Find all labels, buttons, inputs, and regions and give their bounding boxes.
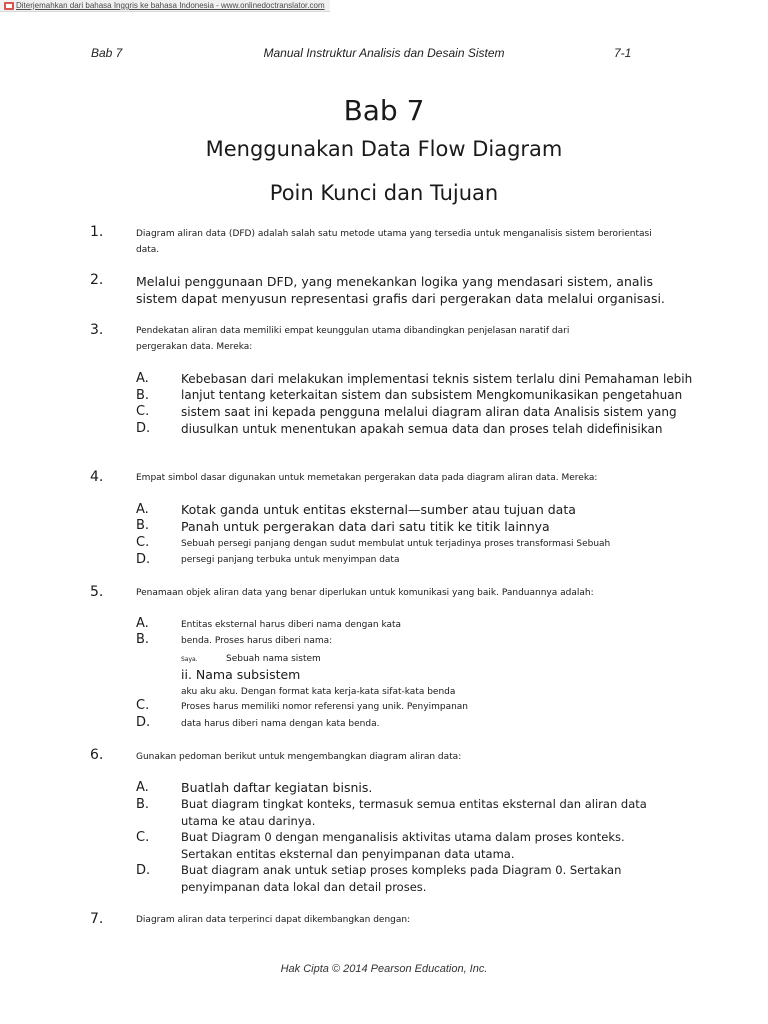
section-heading: Poin Kunci dan Tujuan <box>269 181 499 205</box>
item-number: 3. <box>90 322 104 338</box>
item-number: 7. <box>90 911 104 927</box>
list-item: Buat diagram tingkat konteks, termasuk semua entitas eksternal dan aliran data utama ke atau darinya. <box>181 797 647 828</box>
list-item: Entitas eksternal harus diberi nama dengan kata <box>181 620 402 630</box>
list-letter: D. <box>136 863 151 878</box>
list-letter: A. <box>136 616 149 631</box>
list-item: Buatlah daftar kegiatan bisnis. <box>181 780 373 795</box>
list-letter: B. <box>136 632 150 647</box>
list-letter: D. <box>136 715 151 730</box>
item-text: Pendekatan aliran data memiliki empat keunggulan utama dibandingkan penjelasan naratif dari pergerakan data. Mereka: <box>136 326 570 352</box>
list-item: Sebuah persegi panjang dengan sudut membulat untuk terjadinya proses transformasi Sebuah <box>181 539 611 549</box>
sub-item-label: Saya. <box>181 656 198 663</box>
sub-item: aku aku aku. Dengan format kata kerja-kata sifat-kata benda <box>181 687 456 697</box>
item-number: 4. <box>90 469 104 485</box>
chapter-subtitle: Menggunakan Data Flow Diagram <box>205 137 563 161</box>
list-item: Kebebasan dari melakukan implementasi teknis sistem terlalu dini Pemahaman lebih <box>181 372 693 386</box>
list-item: Kotak ganda untuk entitas eksternal—sumber atau tujuan data <box>181 502 576 517</box>
sub-item: Sebuah nama sistem <box>226 654 321 664</box>
item-text: Diagram aliran data (DFD) adalah salah satu metode utama yang tersedia untuk menganalisis sistem berorientasi data. <box>136 229 652 255</box>
translator-link[interactable]: Diterjemahkan dari bahasa Inggris ke bahasa Indonesia - www.onlinedoctranslator.com <box>16 1 325 10</box>
item-number: 6. <box>90 747 104 763</box>
sub-item: ii. Nama subsistem <box>181 667 301 682</box>
list-letter: C. <box>136 698 150 713</box>
copyright-footer: Hak Cipta © 2014 Pearson Education, Inc. <box>280 963 488 975</box>
list-letter: C. <box>136 404 150 419</box>
item-text: Diagram aliran data terperinci dapat dikembangkan dengan: <box>136 915 411 925</box>
list-letter: C. <box>136 535 150 550</box>
item-text: Gunakan pedoman berikut untuk mengembangkan diagram aliran data: <box>136 752 462 762</box>
running-header-title: Manual Instruktur Analisis dan Desain Sistem <box>263 46 505 60</box>
running-header-page-number: 7-1 <box>614 46 632 60</box>
item-number: 5. <box>90 584 104 600</box>
list-item: Proses harus memiliki nomor referensi yang unik. Penyimpanan <box>181 702 469 712</box>
running-header-chapter: Bab 7 <box>91 46 123 60</box>
list-item: Buat Diagram 0 dengan menganalisis aktivitas utama dalam proses konteks. Sertakan entitas eksternal dan penyimpanan data utama. <box>181 830 625 861</box>
list-item: benda. Proses harus diberi nama: <box>181 636 333 646</box>
item-number: 1. <box>90 224 104 240</box>
list-letter: A. <box>136 371 149 386</box>
list-letter: A. <box>136 502 149 517</box>
list-item: persegi panjang terbuka untuk menyimpan data <box>181 555 400 565</box>
item-text: Empat simbol dasar digunakan untuk memetakan pergerakan data pada diagram aliran data. Mereka: <box>136 473 598 483</box>
list-letter: D. <box>136 552 151 567</box>
list-letter: D. <box>136 421 151 436</box>
list-item: lanjut tentang keterkaitan sistem dan subsistem Mengkomunikasikan pengetahuan <box>181 388 683 402</box>
list-item: sistem saat ini kepada pengguna melalui diagram aliran data Analisis sistem yang <box>181 405 677 419</box>
list-letter: B. <box>136 518 150 533</box>
document-icon <box>4 2 14 10</box>
list-letter: B. <box>136 388 150 403</box>
list-item: Panah untuk pergerakan data dari satu titik ke titik lainnya <box>181 519 550 534</box>
list-letter: B. <box>136 797 150 812</box>
list-item: Buat diagram anak untuk setiap proses kompleks pada Diagram 0. Sertakan penyimpanan data lokal dan detail proses. <box>181 863 622 894</box>
list-item: diusulkan untuk menentukan apakah semua data dan proses telah didefinisikan <box>181 422 663 436</box>
item-text: Melalui penggunaan DFD, yang menekankan logika yang mendasari sistem, analis sistem dapat menyusun representasi grafis dari pergerakan data melalui organisasi. <box>136 274 665 306</box>
list-letter: A. <box>136 780 149 795</box>
item-text: Penamaan objek aliran data yang benar diperlukan untuk komunikasi yang baik. Panduannya adalah: <box>136 588 594 598</box>
translator-banner[interactable] <box>0 0 330 12</box>
chapter-heading: Bab 7 <box>343 94 425 127</box>
list-letter: C. <box>136 830 150 845</box>
item-number: 2. <box>90 272 104 288</box>
list-item: data harus diberi nama dengan kata benda. <box>181 719 380 729</box>
